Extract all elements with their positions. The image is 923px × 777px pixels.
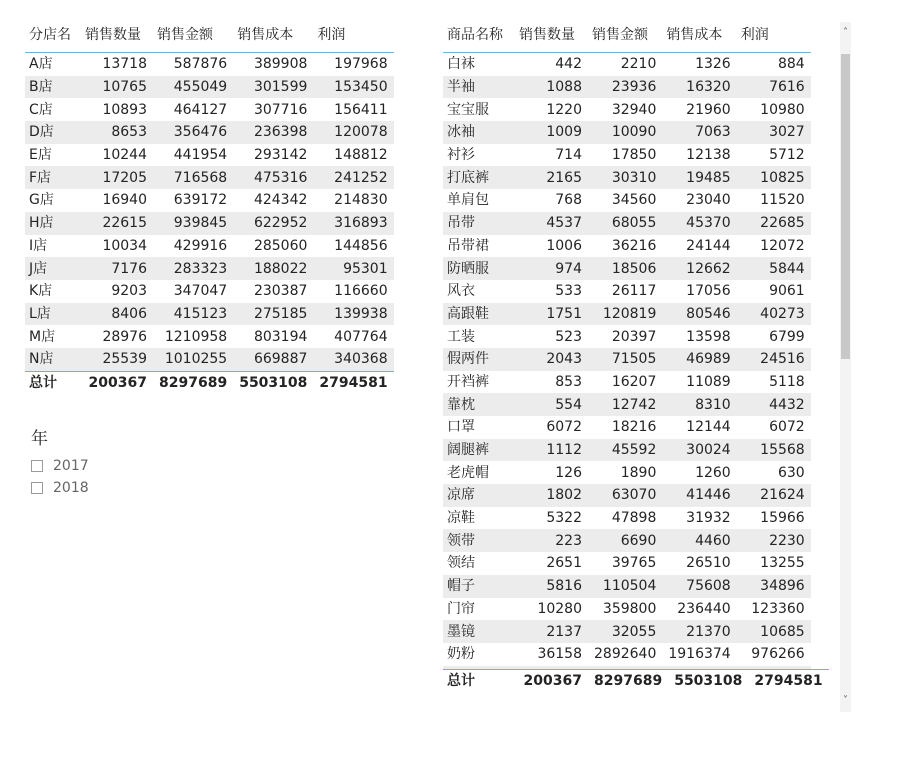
row-label-cell: G店 <box>25 189 81 212</box>
checkbox[interactable] <box>31 482 43 494</box>
value-cell: 116660 <box>313 280 393 303</box>
table-row[interactable] <box>25 189 394 212</box>
total-cell: 2794581 <box>748 670 828 693</box>
value-cell: 63070 <box>588 484 662 507</box>
value-cell: 1010255 <box>153 348 233 371</box>
value-cell: 26117 <box>588 280 662 303</box>
table-row[interactable] <box>443 552 811 575</box>
column-header[interactable]: 销售金额 <box>592 27 648 43</box>
value-cell: 1802 <box>515 484 588 507</box>
value-cell: 46989 <box>662 348 736 371</box>
value-cell: 5712 <box>737 144 811 167</box>
table-row[interactable] <box>443 189 811 212</box>
table-row[interactable] <box>443 325 811 348</box>
total-cell: 8297689 <box>153 371 233 394</box>
table-row[interactable] <box>25 212 394 235</box>
table-total-row <box>25 371 394 394</box>
value-cell: 10280 <box>515 598 588 621</box>
row-label-cell: 凉席 <box>443 484 515 507</box>
value-cell: 803194 <box>233 325 313 348</box>
value-cell: 8653 <box>81 121 153 144</box>
value-cell: 976266 <box>737 643 811 666</box>
table-row[interactable] <box>443 507 811 530</box>
table-row[interactable] <box>443 76 811 99</box>
table-row[interactable] <box>25 303 394 326</box>
row-label-cell: 打底裤 <box>443 166 515 189</box>
column-header[interactable]: 分店名 <box>29 27 71 43</box>
row-label-cell: E店 <box>25 144 81 167</box>
value-cell: 25539 <box>81 348 153 371</box>
value-cell: 71505 <box>588 348 662 371</box>
value-cell: 1916374 <box>662 643 736 666</box>
value-cell: 10825 <box>737 166 811 189</box>
row-label-cell: 凉鞋 <box>443 507 515 530</box>
value-cell: 5816 <box>515 575 588 598</box>
value-cell: 80546 <box>662 303 736 326</box>
total-cell: 5503108 <box>233 371 313 394</box>
slicer-option-2017[interactable] <box>31 455 89 477</box>
value-cell: 156411 <box>313 98 393 121</box>
value-cell: 17056 <box>662 280 736 303</box>
value-cell: 2651 <box>515 552 588 575</box>
value-cell: 120819 <box>588 303 662 326</box>
value-cell: 241252 <box>313 166 393 189</box>
value-cell: 23936 <box>588 76 662 99</box>
total-cell: 2794581 <box>313 371 393 394</box>
row-label-cell: 口罩 <box>443 416 515 439</box>
value-cell: 13598 <box>662 325 736 348</box>
row-label-cell: 门帘 <box>443 598 515 621</box>
value-cell: 340368 <box>313 348 393 371</box>
value-cell: 1890 <box>588 461 662 484</box>
table-row[interactable] <box>443 461 811 484</box>
table-row[interactable] <box>443 98 811 121</box>
table-row[interactable] <box>443 348 811 371</box>
column-header[interactable]: 销售成本 <box>237 27 294 43</box>
value-cell: 1088 <box>515 76 588 99</box>
table-row[interactable] <box>25 348 394 371</box>
value-cell: 148812 <box>313 144 393 167</box>
value-cell: 21624 <box>737 484 811 507</box>
row-label-cell: 风衣 <box>443 280 515 303</box>
value-cell: 10090 <box>588 121 662 144</box>
table-header-row <box>443 22 811 53</box>
row-label-cell: 吊带 <box>443 212 515 235</box>
value-cell: 441954 <box>153 144 233 167</box>
row-label-cell: 开裆裤 <box>443 371 515 394</box>
value-cell: 316893 <box>313 212 393 235</box>
value-cell: 8406 <box>81 303 153 326</box>
value-cell: 110504 <box>588 575 662 598</box>
value-cell: 10244 <box>81 144 153 167</box>
value-cell: 2210 <box>588 53 662 76</box>
value-cell: 10893 <box>81 98 153 121</box>
value-cell: 974 <box>515 257 588 280</box>
scroll-down-icon[interactable]: ˅ <box>843 695 848 706</box>
value-cell: 20397 <box>588 325 662 348</box>
table-body <box>443 53 811 670</box>
value-cell: 24516 <box>737 348 811 371</box>
value-cell: 230387 <box>233 280 313 303</box>
value-cell: 1751 <box>515 303 588 326</box>
value-cell: 6690 <box>588 529 662 552</box>
value-cell: 8310 <box>662 393 736 416</box>
slicer-option-label: 2017 <box>53 458 89 474</box>
value-cell: 13718 <box>81 53 153 76</box>
value-cell: 13255 <box>737 552 811 575</box>
table-row[interactable] <box>443 303 811 326</box>
value-cell: 18506 <box>588 257 662 280</box>
value-cell: 17205 <box>81 166 153 189</box>
row-label-cell: 防晒服 <box>443 257 515 280</box>
row-label-cell: 靠枕 <box>443 393 515 416</box>
table-row[interactable] <box>443 257 811 280</box>
table-row[interactable] <box>443 416 811 439</box>
value-cell: 28976 <box>81 325 153 348</box>
value-cell: 9203 <box>81 280 153 303</box>
table-row[interactable] <box>443 144 811 167</box>
table-row[interactable] <box>443 643 811 666</box>
value-cell: 34560 <box>588 189 662 212</box>
value-cell: 307716 <box>233 98 313 121</box>
value-cell: 22615 <box>81 212 153 235</box>
value-cell: 16320 <box>662 76 736 99</box>
value-cell: 5322 <box>515 507 588 530</box>
row-label-cell: 衬衫 <box>443 144 515 167</box>
value-cell: 41446 <box>662 484 736 507</box>
value-cell: 630 <box>737 461 811 484</box>
value-cell: 424342 <box>233 189 313 212</box>
row-label-cell: 阔腿裤 <box>443 439 515 462</box>
value-cell: 554 <box>515 393 588 416</box>
product-summary-table <box>443 22 829 692</box>
table-row[interactable] <box>443 53 811 76</box>
value-cell: 5118 <box>737 371 811 394</box>
table-row[interactable] <box>25 325 394 348</box>
value-cell: 223 <box>515 529 588 552</box>
year-slicer <box>31 424 89 499</box>
value-cell: 347047 <box>153 280 233 303</box>
value-cell: 6072 <box>515 416 588 439</box>
value-cell: 1006 <box>515 235 588 258</box>
value-cell: 285060 <box>233 235 313 258</box>
value-cell: 415123 <box>153 303 233 326</box>
row-label-cell: 领带 <box>443 529 515 552</box>
value-cell: 639172 <box>153 189 233 212</box>
value-cell: 293142 <box>233 144 313 167</box>
value-cell: 429916 <box>153 235 233 258</box>
value-cell: 455049 <box>153 76 233 99</box>
table-row[interactable] <box>25 257 394 280</box>
row-label-cell: J店 <box>25 257 81 280</box>
slicer-option-2018[interactable] <box>31 477 89 499</box>
table-row[interactable] <box>443 575 811 598</box>
value-cell: 139938 <box>313 303 393 326</box>
value-cell: 12072 <box>737 235 811 258</box>
value-cell: 45592 <box>588 439 662 462</box>
value-cell: 5844 <box>737 257 811 280</box>
value-cell: 30310 <box>588 166 662 189</box>
row-label-cell: F店 <box>25 166 81 189</box>
value-cell: 716568 <box>153 166 233 189</box>
row-label-cell: 奶粉 <box>443 643 515 666</box>
value-cell: 120078 <box>313 121 393 144</box>
column-header[interactable]: 销售成本 <box>666 27 723 43</box>
value-cell: 11089 <box>662 371 736 394</box>
value-cell: 68055 <box>588 212 662 235</box>
value-cell: 1112 <box>515 439 588 462</box>
value-cell: 45370 <box>662 212 736 235</box>
table-row[interactable] <box>443 393 811 416</box>
total-cell: 200367 <box>81 371 153 394</box>
value-cell: 26510 <box>662 552 736 575</box>
value-cell: 15966 <box>737 507 811 530</box>
value-cell: 3027 <box>737 121 811 144</box>
value-cell: 714 <box>515 144 588 167</box>
row-label-cell: 半袖 <box>443 76 515 99</box>
value-cell: 10685 <box>737 620 811 643</box>
table-row[interactable] <box>25 235 394 258</box>
table-row[interactable] <box>443 371 811 394</box>
value-cell: 669887 <box>233 348 313 371</box>
row-label-cell: 高跟鞋 <box>443 303 515 326</box>
value-cell: 39765 <box>588 552 662 575</box>
slicer-option-label: 2018 <box>53 480 89 496</box>
column-header[interactable]: 销售数量 <box>519 27 575 43</box>
row-label-cell: I店 <box>25 235 81 258</box>
total-cell: 200367 <box>515 670 588 693</box>
table-row[interactable] <box>25 280 394 303</box>
table-row[interactable] <box>443 212 811 235</box>
row-label-cell: 工装 <box>443 325 515 348</box>
value-cell: 1326 <box>662 53 736 76</box>
column-header[interactable]: 商品名称 <box>447 27 503 43</box>
value-cell: 2892640 <box>588 643 662 666</box>
table-row[interactable] <box>25 76 394 99</box>
value-cell: 475316 <box>233 166 313 189</box>
table-total-row <box>443 670 829 693</box>
value-cell: 21370 <box>662 620 736 643</box>
value-cell: 1009 <box>515 121 588 144</box>
row-label-cell: 领结 <box>443 552 515 575</box>
table-scroll-area[interactable] <box>443 22 829 669</box>
value-cell: 587876 <box>153 53 233 76</box>
table-row[interactable] <box>443 166 811 189</box>
checkbox[interactable] <box>31 460 43 472</box>
row-label-cell: B店 <box>25 76 81 99</box>
row-label-cell: 宝宝服 <box>443 98 515 121</box>
scroll-up-icon[interactable]: ˄ <box>843 27 848 38</box>
value-cell: 47898 <box>588 507 662 530</box>
value-cell: 75608 <box>662 575 736 598</box>
value-cell: 36158 <box>515 643 588 666</box>
value-cell: 10980 <box>737 98 811 121</box>
value-cell: 144856 <box>313 235 393 258</box>
value-cell: 359800 <box>588 598 662 621</box>
value-cell: 1220 <box>515 98 588 121</box>
value-cell: 31932 <box>662 507 736 530</box>
value-cell: 389908 <box>233 53 313 76</box>
value-cell: 1260 <box>662 461 736 484</box>
table-row[interactable] <box>443 620 811 643</box>
value-cell: 30024 <box>662 439 736 462</box>
value-cell: 2137 <box>515 620 588 643</box>
row-label-cell: 假两件 <box>443 348 515 371</box>
column-header[interactable]: 销售数量 <box>85 27 141 43</box>
table-row[interactable] <box>25 53 394 76</box>
value-cell: 4432 <box>737 393 811 416</box>
table-row[interactable] <box>25 144 394 167</box>
value-cell: 214830 <box>313 189 393 212</box>
value-cell: 22685 <box>737 212 811 235</box>
table-body <box>25 53 394 372</box>
value-cell: 123360 <box>737 598 811 621</box>
value-cell: 283323 <box>153 257 233 280</box>
value-cell: 407764 <box>313 325 393 348</box>
table-row[interactable] <box>443 121 811 144</box>
value-cell: 19485 <box>662 166 736 189</box>
value-cell: 16207 <box>588 371 662 394</box>
value-cell: 11520 <box>737 189 811 212</box>
value-cell: 12138 <box>662 144 736 167</box>
value-cell: 6072 <box>737 416 811 439</box>
table-row[interactable] <box>443 235 811 258</box>
value-cell: 12662 <box>662 257 736 280</box>
value-cell: 9061 <box>737 280 811 303</box>
value-cell: 533 <box>515 280 588 303</box>
row-label-cell: D店 <box>25 121 81 144</box>
value-cell: 7063 <box>662 121 736 144</box>
value-cell: 7176 <box>81 257 153 280</box>
value-cell: 32055 <box>588 620 662 643</box>
value-cell: 95301 <box>313 257 393 280</box>
value-cell: 236440 <box>662 598 736 621</box>
row-label-cell: M店 <box>25 325 81 348</box>
value-cell: 12144 <box>662 416 736 439</box>
table-header-row <box>25 22 394 53</box>
value-cell: 853 <box>515 371 588 394</box>
value-cell: 7616 <box>737 76 811 99</box>
column-header[interactable]: 销售金额 <box>157 27 213 43</box>
value-cell: 2165 <box>515 166 588 189</box>
row-label-cell: N店 <box>25 348 81 371</box>
scrollbar-thumb[interactable] <box>841 54 850 359</box>
value-cell: 622952 <box>233 212 313 235</box>
table-row[interactable] <box>25 166 394 189</box>
value-cell: 153450 <box>313 76 393 99</box>
value-cell: 12742 <box>588 393 662 416</box>
row-label-cell: A店 <box>25 53 81 76</box>
value-cell: 17850 <box>588 144 662 167</box>
slicer-title: 年 <box>31 429 48 449</box>
total-cell: 8297689 <box>588 670 668 693</box>
table-row[interactable] <box>443 280 811 303</box>
total-cell: 5503108 <box>668 670 748 693</box>
value-cell: 4460 <box>662 529 736 552</box>
column-header[interactable]: 利润 <box>317 27 346 43</box>
value-cell: 464127 <box>153 98 233 121</box>
value-cell: 884 <box>737 53 811 76</box>
store-summary-table <box>25 22 394 394</box>
value-cell: 23040 <box>662 189 736 212</box>
row-label-cell: C店 <box>25 98 81 121</box>
value-cell: 2230 <box>737 529 811 552</box>
row-label-cell: H店 <box>25 212 81 235</box>
value-cell: 236398 <box>233 121 313 144</box>
value-cell: 197968 <box>313 53 393 76</box>
value-cell: 4537 <box>515 212 588 235</box>
value-cell: 356476 <box>153 121 233 144</box>
value-cell: 18216 <box>588 416 662 439</box>
row-label-cell: 墨镜 <box>443 620 515 643</box>
value-cell: 275185 <box>233 303 313 326</box>
value-cell: 301599 <box>233 76 313 99</box>
row-label-cell: 白袜 <box>443 53 515 76</box>
row-label-cell: 冰袖 <box>443 121 515 144</box>
total-label: 总计 <box>443 670 515 693</box>
table-row[interactable] <box>25 121 394 144</box>
value-cell: 10034 <box>81 235 153 258</box>
value-cell: 40273 <box>737 303 811 326</box>
value-cell: 442 <box>515 53 588 76</box>
vertical-scrollbar[interactable] <box>840 22 851 712</box>
row-label-cell: 帽子 <box>443 575 515 598</box>
value-cell: 32940 <box>588 98 662 121</box>
total-label: 总计 <box>25 371 81 394</box>
value-cell: 36216 <box>588 235 662 258</box>
column-header[interactable]: 利润 <box>740 27 769 43</box>
value-cell: 10765 <box>81 76 153 99</box>
value-cell: 34896 <box>737 575 811 598</box>
table-row[interactable] <box>443 484 811 507</box>
row-label-cell: 单肩包 <box>443 189 515 212</box>
row-label-cell: L店 <box>25 303 81 326</box>
table-row[interactable] <box>443 598 811 621</box>
row-label-cell: 吊带裙 <box>443 235 515 258</box>
value-cell: 188022 <box>233 257 313 280</box>
table-row[interactable] <box>25 98 394 121</box>
value-cell: 126 <box>515 461 588 484</box>
value-cell: 523 <box>515 325 588 348</box>
value-cell: 16940 <box>81 189 153 212</box>
table-row[interactable] <box>443 529 811 552</box>
row-label-cell: 老虎帽 <box>443 461 515 484</box>
value-cell: 15568 <box>737 439 811 462</box>
value-cell: 1210958 <box>153 325 233 348</box>
value-cell: 768 <box>515 189 588 212</box>
value-cell: 2043 <box>515 348 588 371</box>
table-row[interactable] <box>443 439 811 462</box>
value-cell: 24144 <box>662 235 736 258</box>
row-label-cell: K店 <box>25 280 81 303</box>
value-cell: 21960 <box>662 98 736 121</box>
value-cell: 939845 <box>153 212 233 235</box>
value-cell: 6799 <box>737 325 811 348</box>
